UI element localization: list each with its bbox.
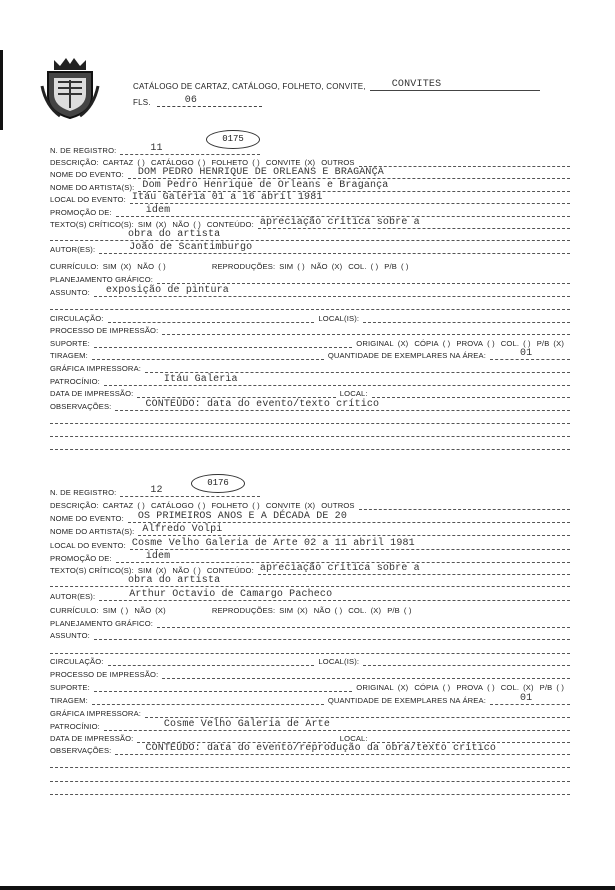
value-quantidade: 01 <box>520 693 533 704</box>
label-col: COL. <box>500 339 520 348</box>
value-assunto: exposição de pintura <box>105 285 229 296</box>
label-processo: PROCESSO DE IMPRESSÃO: <box>50 326 159 335</box>
label-local: LOCAL: <box>339 734 368 743</box>
label-planejamento: PLANEJAMENTO GRÁFICO: <box>50 275 154 284</box>
form-row-observacoes <box>50 744 570 755</box>
field-observacoes[interactable] <box>115 400 570 411</box>
label-col: COL. <box>348 606 367 615</box>
label-evento: NOME DO EVENTO: <box>50 170 124 179</box>
label-textos: TEXTO(S) CRÍTICO(S): <box>50 566 134 575</box>
form-row-circulacao <box>50 655 570 666</box>
label-copia: CÓPIA <box>414 683 439 692</box>
field-planejamento[interactable] <box>157 617 570 628</box>
field-data[interactable] <box>372 732 570 743</box>
label-quantidade: QUANTIDADE DE EXEMPLARES NA ÁREA: <box>327 696 486 705</box>
value-conteudo2: obra do artista <box>128 575 221 586</box>
catalog-title-line <box>133 80 540 91</box>
field-circulacao[interactable] <box>108 312 315 323</box>
label-grafica: GRÁFICA IMPRESSORA: <box>50 709 142 718</box>
registry-stamp: 0176 <box>191 474 245 493</box>
value-evento: OS PRIMEIROS ANOS E A DÉCADA DE 20 <box>137 511 347 522</box>
label-folheto: FOLHETO <box>211 158 249 167</box>
form-row-grafica <box>50 707 570 718</box>
checkbox-rep_pb[interactable]: ( ) <box>403 606 412 615</box>
field-observacoes[interactable] <box>115 744 570 755</box>
form-row-blank3 <box>50 784 570 795</box>
label-pb: P/B <box>387 606 400 615</box>
label-curriculo: CURRÍCULO: <box>50 606 99 615</box>
value-autor: Arthur Octavio de Camargo Pacheco <box>129 589 333 600</box>
field-assunto[interactable] <box>94 286 570 297</box>
label-cartaz: CARTAZ <box>102 501 134 510</box>
form-row-blank0 <box>50 643 570 654</box>
form-row-evento <box>50 168 570 179</box>
checkbox-textos_sim[interactable]: (X) <box>155 220 167 229</box>
label-data_impressao: DATA DE IMPRESSÃO: <box>50 734 134 743</box>
form-row-data <box>50 387 570 398</box>
form-row-processo <box>50 324 570 335</box>
form-row-curriculo <box>50 260 570 271</box>
checkbox-sup_copia[interactable]: ( ) <box>442 683 451 692</box>
checkbox-rep_nao[interactable]: (X) <box>331 262 343 271</box>
field-suporte[interactable] <box>94 337 352 348</box>
checkbox-sup_original[interactable]: (X) <box>397 339 409 348</box>
form-row-promocao <box>50 552 570 563</box>
label-local: LOCAL: <box>339 389 368 398</box>
field-autor[interactable] <box>99 590 570 601</box>
checkbox-rep_col[interactable]: (X) <box>370 606 382 615</box>
form-row-tiragem <box>50 349 570 360</box>
label-catalogo: CATÁLOGO <box>150 501 194 510</box>
form-row-processo <box>50 668 570 679</box>
label-cartaz: CARTAZ <box>102 158 134 167</box>
checkbox-rep_nao[interactable]: ( ) <box>334 606 343 615</box>
label-autor: AUTOR(ES): <box>50 592 96 601</box>
label-descricao: DESCRIÇÃO: <box>50 158 99 167</box>
form-row-assunto <box>50 629 570 640</box>
value-artista: Dom Pedro Henrique de Orleans e Bragança <box>142 180 389 191</box>
checkbox-desc-folheto[interactable]: ( ) <box>252 158 260 167</box>
label-nao: NÃO <box>137 262 155 271</box>
value-registro: 11 <box>150 143 163 154</box>
form-row-descricao <box>50 156 570 167</box>
form-row-blank3 <box>50 439 570 450</box>
field-planejamento[interactable] <box>157 273 570 284</box>
checkbox-sup_prova[interactable]: ( ) <box>487 683 495 692</box>
label-curriculo: CURRÍCULO: <box>50 262 99 271</box>
form-row-local_evento <box>50 539 570 550</box>
field-local_evento[interactable] <box>130 539 570 550</box>
label-artista: NOME DO ARTISTA(S): <box>50 527 135 536</box>
form-row-suporte <box>50 337 570 348</box>
value-promocao: idem <box>145 551 171 562</box>
value-registro: 12 <box>150 485 163 496</box>
label-local_evento: LOCAL DO EVENTO: <box>50 195 126 204</box>
label-reproducoes: REPRODUÇÕES: <box>211 262 276 271</box>
checkbox-sup_col[interactable]: ( ) <box>523 339 531 348</box>
field-evento[interactable] <box>128 512 570 523</box>
checkbox-rep_pb[interactable]: ( ) <box>400 262 409 271</box>
label-conteudo: CONTEÚDO: <box>206 220 254 229</box>
field-processo[interactable] <box>162 324 570 335</box>
label-nao: NÃO <box>172 566 190 575</box>
checkbox-rep_col[interactable]: ( ) <box>370 262 379 271</box>
value-autor: João de Scantimburgo <box>129 242 253 253</box>
label-convite: CONVITE <box>265 158 301 167</box>
field-data[interactable] <box>137 387 335 398</box>
checkbox-sup_prova[interactable]: ( ) <box>487 339 495 348</box>
field-promocao[interactable] <box>116 552 570 563</box>
checkbox-textos_sim[interactable]: (X) <box>155 566 167 575</box>
catalog-title-value: CONVITES <box>391 79 442 90</box>
scan-edge <box>0 50 3 130</box>
value-observacoes: CONTEÚDO: data do evento/texto crítico <box>145 399 380 410</box>
field-blank1[interactable] <box>50 413 570 424</box>
form-row-blank1 <box>50 757 570 768</box>
label-tiragem: TIRAGEM: <box>50 696 88 705</box>
label-reproducoes: REPRODUÇÕES: <box>211 606 276 615</box>
label-promocao: PROMOÇÃO DE: <box>50 208 112 217</box>
field-blank1[interactable] <box>50 757 570 768</box>
checkbox-desc-folheto[interactable]: ( ) <box>252 501 260 510</box>
field-patrocinio[interactable] <box>104 375 570 386</box>
label-outros: OUTROS <box>321 501 355 510</box>
label-catalogo: CATÁLOGO <box>150 158 194 167</box>
label-planejamento: PLANEJAMENTO GRÁFICO: <box>50 619 154 628</box>
field-descricao[interactable] <box>359 156 570 167</box>
field-tiragem[interactable] <box>92 694 324 705</box>
label-sim: SIM <box>102 262 117 271</box>
coat-of-arms-logo <box>40 56 100 120</box>
checkbox-desc-catalogo[interactable]: ( ) <box>197 158 206 167</box>
label-folheto: FOLHETO <box>211 501 249 510</box>
form-row-circulacao <box>50 312 570 323</box>
form-row-blank2 <box>50 426 570 437</box>
value-promocao: idem <box>145 205 171 216</box>
field-blank2[interactable] <box>50 426 570 437</box>
checkbox-sup_original[interactable]: (X) <box>397 683 409 692</box>
field-grafica[interactable] <box>145 707 570 718</box>
checkbox-curr_sim[interactable]: ( ) <box>120 606 129 615</box>
label-processo: PROCESSO DE IMPRESSÃO: <box>50 670 159 679</box>
form-row-patrocinio <box>50 720 570 731</box>
label-conteudo: CONTEÚDO: <box>206 566 254 575</box>
label-nao: NÃO <box>310 262 328 271</box>
form-row-artista <box>50 525 570 536</box>
field-descricao[interactable] <box>359 499 570 510</box>
label-original: ORIGINAL <box>356 339 394 348</box>
field-autor[interactable] <box>99 243 570 254</box>
fls-field <box>157 96 262 107</box>
label-nao: NÃO <box>172 220 190 229</box>
field-evento[interactable] <box>128 168 570 179</box>
label-pb: P/B <box>384 262 397 271</box>
label-convite: CONVITE <box>265 501 301 510</box>
field-circulacao[interactable] <box>108 655 315 666</box>
label-registro: N. DE REGISTRO: <box>50 488 117 497</box>
label-patrocinio: PATROCÍNIO: <box>50 722 100 731</box>
form-row-observacoes <box>50 400 570 411</box>
label-circulacao: CIRCULAÇÃO: <box>50 314 104 323</box>
form-row-assunto <box>50 286 570 297</box>
label-local_evento: LOCAL DO EVENTO: <box>50 541 126 550</box>
checkbox-sup_col[interactable]: (X) <box>523 683 534 692</box>
fls-line <box>133 96 262 107</box>
form-row-tiragem <box>50 694 570 705</box>
form-row-data <box>50 732 570 743</box>
value-patrocinio: Cosme Velho Galeria de Arte <box>163 719 330 730</box>
form-row-artista <box>50 181 570 192</box>
form-row-textos <box>50 218 570 229</box>
registry-stamp: 0175 <box>206 130 260 149</box>
field-circulacao[interactable] <box>363 655 570 666</box>
value-local_evento: Cosme Velho Galeria de Arte 02 a 11 abril 1981 <box>131 538 415 549</box>
label-original: ORIGINAL <box>356 683 394 692</box>
label-locais: LOCAL(IS): <box>318 657 360 666</box>
checkbox-desc-cartaz[interactable]: ( ) <box>137 501 145 510</box>
label-col: COL. <box>500 683 520 692</box>
label-prova: PROVA <box>456 683 484 692</box>
value-conteudo1: apreciação crítica sobre a <box>259 217 420 228</box>
checkbox-desc-convite[interactable]: (X) <box>304 158 316 167</box>
label-copia: CÓPIA <box>414 339 439 348</box>
label-observacoes: OBSERVAÇÕES: <box>50 746 112 755</box>
label-outros: OUTROS <box>321 158 355 167</box>
form-row-blank1 <box>50 413 570 424</box>
label-assunto: ASSUNTO: <box>50 631 90 640</box>
field-conteudo1[interactable] <box>258 218 570 229</box>
field-grafica[interactable] <box>145 362 570 373</box>
label-textos: TEXTO(S) CRÍTICO(S): <box>50 220 134 229</box>
label-descricao: DESCRIÇÃO: <box>50 501 99 510</box>
field-artista[interactable] <box>138 525 570 536</box>
field-blank0[interactable] <box>50 643 570 654</box>
form-row-planejamento <box>50 617 570 628</box>
checkbox-desc-catalogo[interactable]: ( ) <box>197 501 206 510</box>
checkbox-curr_sim[interactable]: (X) <box>120 262 132 271</box>
value-evento: DOM PEDRO HENRIQUE DE ORLEANS E BRAGANÇA <box>137 167 384 178</box>
field-conteudo1[interactable] <box>258 564 570 575</box>
form-row-cont2 <box>50 230 570 241</box>
label-circulacao: CIRCULAÇÃO: <box>50 657 104 666</box>
value-observacoes: CONTEÚDO: data do evento/reprodução da obra/texto crítico <box>145 743 497 754</box>
field-blank2[interactable] <box>50 771 570 782</box>
label-observacoes: OBSERVAÇÕES: <box>50 402 112 411</box>
field-blank3[interactable] <box>50 439 570 450</box>
checkbox-desc-cartaz[interactable]: ( ) <box>137 158 145 167</box>
form-row-descricao <box>50 499 570 510</box>
label-promocao: PROMOÇÃO DE: <box>50 554 112 563</box>
value-patrocinio: Itáu Galeria <box>163 374 238 385</box>
label-suporte: SUPORTE: <box>50 339 90 348</box>
checkbox-textos_nao[interactable]: ( ) <box>193 566 201 575</box>
label-autor: AUTOR(ES): <box>50 245 96 254</box>
label-sim: SIM <box>279 606 294 615</box>
form-row-suporte <box>50 681 570 692</box>
checkbox-desc-convite[interactable]: (X) <box>304 501 316 510</box>
form-row-autor <box>50 243 570 254</box>
field-assunto[interactable] <box>94 629 570 640</box>
label-evento: NOME DO EVENTO: <box>50 514 124 523</box>
checkbox-sup_copia[interactable]: ( ) <box>442 339 451 348</box>
fls-value: 06 <box>184 95 198 106</box>
field-patrocinio[interactable] <box>104 720 570 731</box>
form-row-promocao <box>50 206 570 217</box>
checkbox-sup_pb[interactable]: (X) <box>553 339 564 348</box>
field-tiragem[interactable] <box>92 349 324 360</box>
checkbox-rep_sim[interactable]: ( ) <box>297 262 305 271</box>
form-row-curriculo <box>50 604 570 615</box>
form-row-evento <box>50 512 570 523</box>
form-row-local_evento <box>50 193 570 204</box>
field-suporte[interactable] <box>94 681 352 692</box>
label-pb: P/B <box>536 339 550 348</box>
field-promocao[interactable] <box>116 206 570 217</box>
form-row-patrocinio <box>50 375 570 386</box>
field-local_evento[interactable] <box>130 193 570 204</box>
label-nao: NÃO <box>313 606 331 615</box>
field-data[interactable] <box>137 732 335 743</box>
form-row-registro <box>50 486 570 497</box>
scan-edge-bottom <box>0 886 615 890</box>
label-registro: N. DE REGISTRO: <box>50 146 117 155</box>
field-quantidade[interactable] <box>490 694 570 705</box>
checkbox-rep_sim[interactable]: (X) <box>297 606 308 615</box>
label-prova: PROVA <box>456 339 484 348</box>
label-nao: NÃO <box>134 606 152 615</box>
form-row-grafica <box>50 362 570 373</box>
label-locais: LOCAL(IS): <box>318 314 360 323</box>
checkbox-textos_nao[interactable]: ( ) <box>193 220 201 229</box>
field-circulacao[interactable] <box>363 312 570 323</box>
field-data[interactable] <box>372 387 570 398</box>
field-registro[interactable] <box>120 144 260 155</box>
form-row-cont2 <box>50 576 570 587</box>
field-blank3[interactable] <box>50 784 570 795</box>
value-conteudo1: apreciação crítica sobre a <box>259 563 420 574</box>
label-tiragem: TIRAGEM: <box>50 351 88 360</box>
checkbox-sup_pb[interactable]: ( ) <box>556 683 564 692</box>
label-pb: P/B <box>539 683 553 692</box>
value-quantidade: 01 <box>520 348 533 359</box>
field-processo[interactable] <box>162 668 570 679</box>
label-suporte: SUPORTE: <box>50 683 90 692</box>
label-quantidade: QUANTIDADE DE EXEMPLARES NA ÁREA: <box>327 351 486 360</box>
label-sim: SIM <box>137 566 152 575</box>
catalog-title-field <box>370 80 540 91</box>
field-conteudo2[interactable] <box>50 576 570 587</box>
field-quantidade[interactable] <box>490 349 570 360</box>
field-artista[interactable] <box>138 181 570 192</box>
fls-label: FLS. <box>133 98 151 107</box>
label-assunto: ASSUNTO: <box>50 288 90 297</box>
label-col: COL. <box>348 262 367 271</box>
value-local_evento: Itáu Galeria 01 a 16 abril 1981 <box>131 192 323 203</box>
form-row-textos <box>50 564 570 575</box>
label-data_impressao: DATA DE IMPRESSÃO: <box>50 389 134 398</box>
form-row-planejamento <box>50 273 570 284</box>
form-row-blank0 <box>50 299 570 310</box>
field-blank0[interactable] <box>50 299 570 310</box>
label-sim: SIM <box>102 606 117 615</box>
form-row-registro <box>50 144 570 155</box>
field-conteudo2[interactable] <box>50 230 570 241</box>
value-artista: Alfredo Volpi <box>142 524 223 535</box>
form-row-blank2 <box>50 771 570 782</box>
label-sim: SIM <box>137 220 152 229</box>
label-artista: NOME DO ARTISTA(S): <box>50 183 135 192</box>
checkbox-curr_nao[interactable]: (X) <box>155 606 166 615</box>
value-conteudo2: obra do artista <box>128 229 221 240</box>
catalog-title-label: CATÁLOGO DE CARTAZ, CATÁLOGO, FOLHETO, CONVITE, <box>133 82 366 91</box>
label-sim: SIM <box>279 262 294 271</box>
field-registro[interactable] <box>120 486 260 497</box>
label-grafica: GRÁFICA IMPRESSORA: <box>50 364 142 373</box>
form-row-autor <box>50 590 570 601</box>
checkbox-curr_nao[interactable]: ( ) <box>158 262 166 271</box>
label-patrocinio: PATROCÍNIO: <box>50 377 100 386</box>
